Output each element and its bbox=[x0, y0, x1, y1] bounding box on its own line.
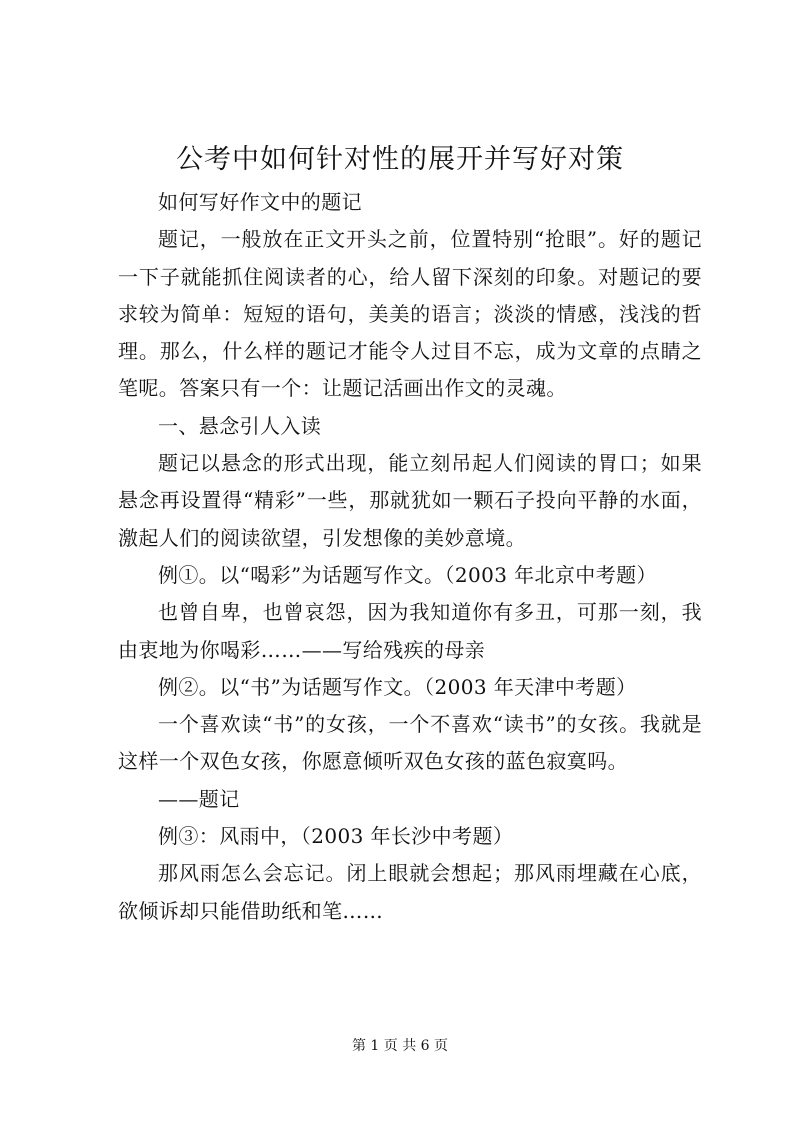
paragraph-heading: 如何写好作文中的题记 bbox=[158, 190, 362, 214]
document-title: 公考中如何针对性的展开并写好对策 bbox=[176, 144, 624, 175]
paragraph-section-heading: 一、悬念引人入读 bbox=[158, 413, 322, 438]
paragraph-example-2-text: 一个喜欢读“书”的女孩，一个不喜欢“读书”的女孩。我就是这样一个双色女孩，你愿意倾听双色女孩的蓝色寂寞吗。 bbox=[118, 712, 702, 774]
paragraph-example-1-text: 也曾自卑，也曾哀怨，因为我知道你有多丑，可那一刻，我由衷地为你喝彩……——写给残疾的母亲 bbox=[118, 600, 702, 662]
paragraph-example-1: 例①。以“喝彩”为话题写作文。（2003 年北京中考题） bbox=[158, 562, 657, 587]
paragraph-example-3: 例③：风雨中，（2003 年长沙中考题） bbox=[158, 824, 514, 849]
document-body bbox=[118, 184, 702, 930]
page-footer: 第 1 页 共 6 页 bbox=[351, 1038, 449, 1054]
paragraph-suspense: 题记以悬念的形式出现，能立刻吊起人们阅读的胃口；如果悬念再设置得“精彩”一些，那就犹如一颗石子投向平静的水面，激起人们的阅读欲望，引发想像的美妙意境。 bbox=[118, 451, 702, 550]
paragraph-example-3-text: 那风雨怎么会忘记。闭上眼就会想起；那风雨埋藏在心底，欲倾诉却只能借助纸和笔…… bbox=[118, 861, 702, 923]
paragraph-epigraph-attribution: ——题记 bbox=[158, 786, 240, 811]
paragraph-intro: 题记，一般放在正文开头之前，位置特别“抢眼”。好的题记一下子就能抓住阅读者的心，给人留下深刻的印象。对题记的要求较为简单：短短的语句，美美的语言；淡淡的情感，浅浅的哲理。那么，什么样的题记才能令人过目不忘，成为文章的点睛之笔呢。答案只有一个：让题记活画出作文的灵魂。 bbox=[118, 227, 702, 401]
paragraph-example-2: 例②。以“书”为话题写作文。（2003 年天津中考题） bbox=[158, 674, 637, 699]
